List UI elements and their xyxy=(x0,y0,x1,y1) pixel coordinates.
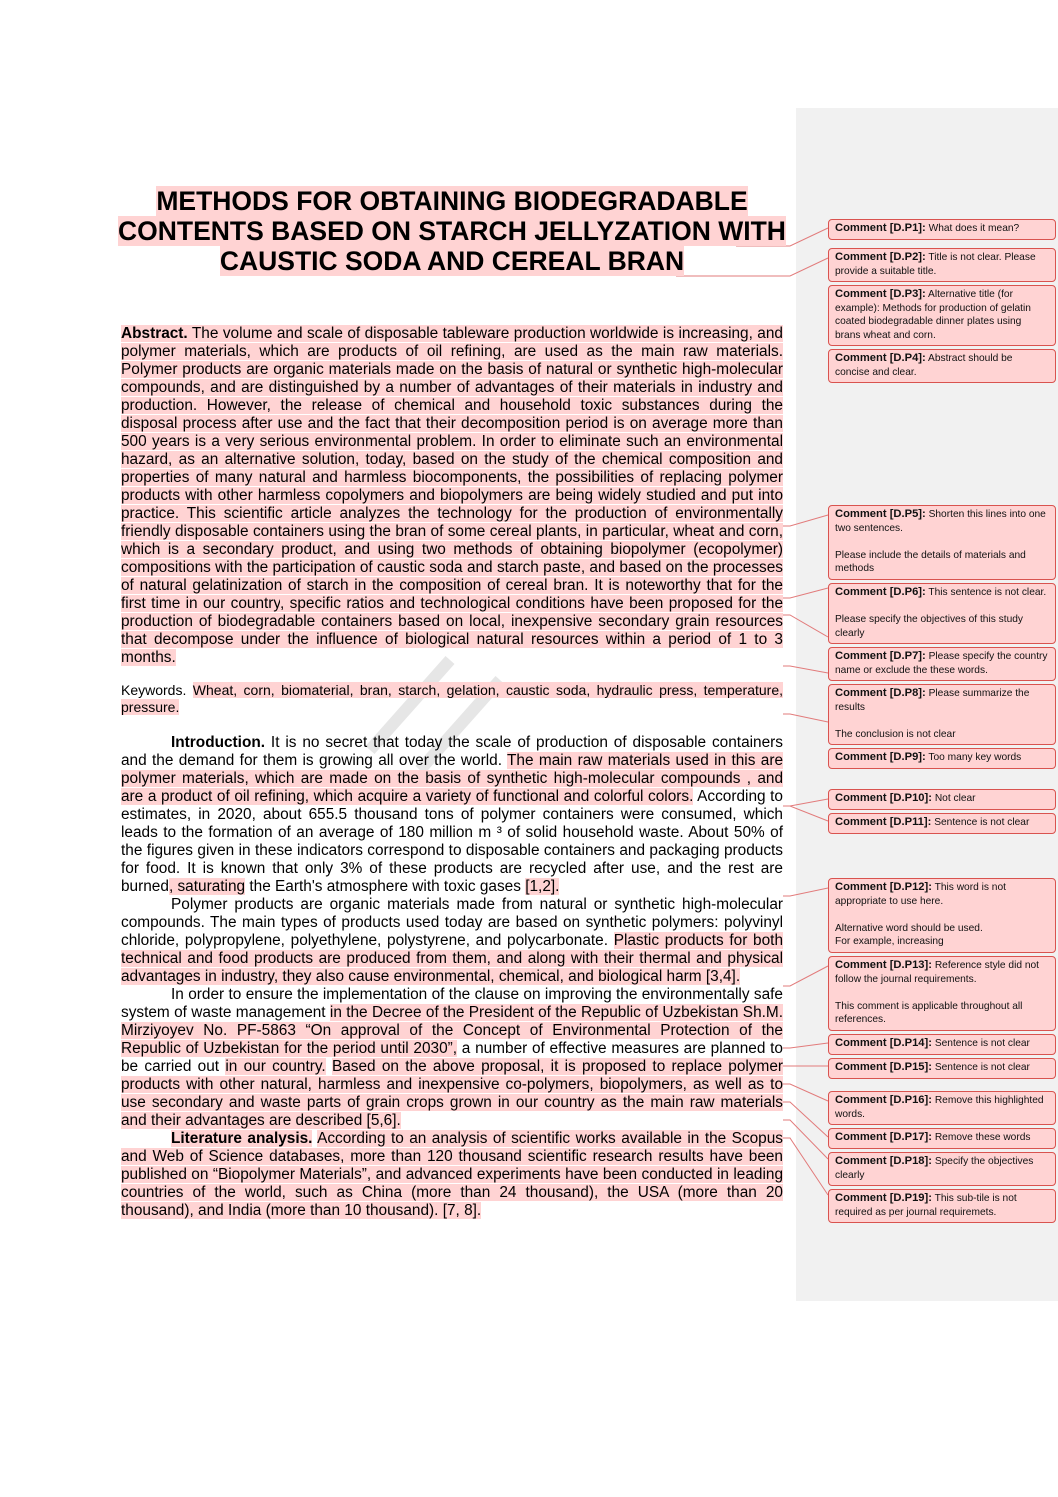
comment-label: Comment [D.P12]: xyxy=(835,881,932,893)
comment-text: Alternative title (for example): Methods for production of gelatin coated biodegradable dinner plates using brans wheat and corn. xyxy=(835,289,1031,341)
text-segment: the Earth's atmosphere with toxic gases xyxy=(245,878,526,895)
comment-balloon[interactable] xyxy=(828,1034,1056,1055)
comment-label: Comment [D.P16]: xyxy=(835,1094,932,1106)
comment-text: Too many key words xyxy=(928,752,1022,763)
comment-balloon[interactable] xyxy=(828,748,1056,769)
highlighted-text[interactable]: , specific ratios and technological conditions have been proposed for the production of biodegradable containers based on local, inexpensive secondary grain resources that decompose under the influence of biological natural resources within a period of 1 to 3 months. xyxy=(121,595,783,666)
title-line: CAUSTIC SODA AND CEREAL BRAN xyxy=(219,246,685,276)
comment-balloon[interactable] xyxy=(828,647,1056,681)
comment-balloon[interactable] xyxy=(828,789,1056,810)
comment-label: Comment [D.P2]: xyxy=(835,251,926,263)
comment-text: This word is not appropriate to use here. Alternative word should be used. For example, increasing xyxy=(835,882,1006,948)
comment-balloon[interactable] xyxy=(828,1189,1056,1223)
title-line: METHODS FOR OBTAINING BIODEGRADABLE xyxy=(156,186,748,216)
highlighted-text[interactable]: Based on the above proposal, it is proposed to replace polymer products with other natural, harmless and inexpensive co-polymers, biopolymers, as well as to use secondary and waste parts of grain crops grown in our country as the main raw materials and their advantages are described [5,6]. xyxy=(121,1058,784,1129)
comment-balloon[interactable] xyxy=(828,1128,1056,1149)
comment-balloon[interactable] xyxy=(828,583,1056,644)
comment-balloon[interactable] xyxy=(828,505,1056,580)
comment-balloon[interactable] xyxy=(828,1091,1056,1125)
comment-balloon[interactable] xyxy=(828,956,1056,1031)
comment-balloon[interactable] xyxy=(828,1152,1056,1186)
comment-balloon[interactable] xyxy=(828,813,1056,834)
comment-label: Comment [D.P6]: xyxy=(835,586,926,598)
comment-text: This sub-tile is not required as per journal requiremets. xyxy=(835,1193,1017,1218)
keywords xyxy=(121,682,783,716)
highlighted-text[interactable]: The volume and scale of disposable tableware production worldwide is increasing, and polymer materials, which are products of oil refining, are used as the main raw materials. Polymer products are organic materials made on the basis of natural or synthetic high-molecular compounds, and are distinguished by a number of advantages of their materials in industry and production. However, the release of chemical and household toxic substances during the disposal process after use and the fact that their decomposition period is on average more than 500 years is a very serious environmental problem. In order to eliminate such an environmental hazard, as an alternative solution, today, based on the study of the chemical composition and properties of many natural and harmless biocomponents, the possibilities of replacing polymer products with other harmless copolymers and biopolymers are being widely studied and put into practice. xyxy=(121,325,783,522)
comment-text: Sentence is not clear xyxy=(934,1062,1030,1073)
document-body xyxy=(121,325,783,1220)
highlighted-text[interactable]: in our country xyxy=(185,595,280,612)
text-segment: Polymer products are organic materials made from natural or synthetic high-molecular compounds. The main types of products used today are based on synthetic polymers: polyvinyl chloride, polypropylene, polyethylene, polystyrene, and polycarbonate. xyxy=(121,896,783,949)
text-segment: It is no secret that today the scale of production of disposable containers and the demand for them is growing all over the world. xyxy=(121,734,783,769)
main-text xyxy=(121,734,783,1220)
comment-balloon[interactable] xyxy=(828,219,1056,240)
highlighted-text[interactable]: This scientific article analyzes the technology for the production of environmentally friendly disposable containers using the bran of some cereal plants, in particular, wheat and corn, which is a secondary product, and using two methods of obtaining biopolymer (ecopolymer) compositions with the participation of caustic soda and starch paste, and based on the processes of natural gelatinization of starch in the composition of cereal bran. xyxy=(121,505,783,594)
title-line: CONTENTS BASED ON STARCH JELLYZATION WITH xyxy=(118,216,786,246)
highlighted-text[interactable]: Literature analysis. xyxy=(171,1130,313,1147)
text-segment: According to estimates, in 2020, about 655.5 thousand tons of polymer containers were consumed, which leads to the formation of an average of 180 million m ³ of solid household waste. About 50% of the figures given in these indicators correspond to disposable containers and packaging products for food. It is known that only 3% of these products are recycled after use, and the rest are burned xyxy=(121,788,783,895)
comment-balloon[interactable] xyxy=(828,285,1056,346)
literature-paragraph xyxy=(121,1130,783,1220)
comment-label: Comment [D.P18]: xyxy=(835,1155,932,1167)
comment-label: Comment [D.P5]: xyxy=(835,508,926,520)
comment-text: Please summarize the results The conclusion is not clear xyxy=(835,688,1030,740)
highlighted-text[interactable]: According to an analysis of scientific works available in the Scopus and Web of Science databases, more than 120 thousand scientific research results have been published on “Biopolymer Materials”, and advanced experiments have been conducted in leading countries of the world, such as China (more than 24 thousand), the USA (more than 20 thousand), and India (more than 10 thousand). [7, 8]. xyxy=(121,1130,783,1219)
comment-text: Abstract should be concise and clear. xyxy=(835,353,1013,378)
comment-label: Comment [D.P14]: xyxy=(835,1037,932,1049)
comment-label: Comment [D.P10]: xyxy=(835,792,932,804)
comment-label: Comment [D.P8]: xyxy=(835,687,926,699)
comment-text: Sentence is not clear xyxy=(934,817,1030,828)
highlighted-text[interactable]: The main raw materials used in this are polymer materials, which are made on the basis of synthetic high-molecular compounds , and are a product of oil refining, which acquire a variety of functional and colorful colors. xyxy=(121,752,784,805)
comment-balloon[interactable] xyxy=(828,1058,1056,1079)
comment-label: Comment [D.P7]: xyxy=(835,650,926,662)
comment-label: Comment [D.P1]: xyxy=(835,222,926,234)
document-title xyxy=(110,186,794,276)
polymer-paragraph xyxy=(121,896,783,986)
comment-balloon[interactable] xyxy=(828,349,1056,383)
comment-text: Shorten this lines into one two sentences. Please include the details of materials and methods xyxy=(835,509,1046,575)
highlighted-text[interactable]: in our country. xyxy=(225,1058,326,1075)
comment-text: Sentence is not clear xyxy=(934,1038,1030,1049)
comment-label: Comment [D.P11]: xyxy=(835,816,932,828)
highlighted-text[interactable]: It is noteworthy that for the first time xyxy=(121,577,783,612)
comment-text: Please specify the country name or exclude the these words. xyxy=(835,651,1048,676)
comment-label: Comment [D.P19]: xyxy=(835,1192,932,1204)
text-segment: a number of effective measures are planned to be carried out xyxy=(121,1040,783,1075)
comment-balloon[interactable] xyxy=(828,878,1056,953)
highlighted-text[interactable]: [1,2]. xyxy=(525,878,560,895)
comment-text: Remove these words xyxy=(934,1132,1031,1143)
abstract xyxy=(121,325,783,667)
comment-text: What does it mean? xyxy=(928,223,1020,234)
comment-text: Reference style did not follow the journal requirements. This comment is applicable throughout all references. xyxy=(835,960,1040,1026)
text-segment: Introduction. xyxy=(171,734,266,751)
text-segment: In order to ensure the implementation of the clause on improving the environmentally safe system of waste management xyxy=(121,986,783,1021)
highlighted-text[interactable]: Abstract. xyxy=(121,325,188,342)
comment-text: Specify the objectives clearly xyxy=(835,1156,1034,1181)
comment-label: Comment [D.P4]: xyxy=(835,352,926,364)
highlighted-text[interactable]: in the Decree of the President of the Republic of Uzbekistan Sh.M. Mirziyoyev No. PF-5863 “On approval of the Concept of Environmental Protection of the Republic of Uzbekistan for the period until 2030”, xyxy=(121,1004,783,1057)
comment-balloon[interactable] xyxy=(828,248,1056,282)
decree-paragraph xyxy=(121,986,783,1130)
comment-text: Remove this highlighted words. xyxy=(835,1095,1044,1120)
comment-text: This sentence is not clear. Please specify the objectives of this study clearly xyxy=(835,587,1047,639)
comment-balloon[interactable] xyxy=(828,684,1056,745)
comment-text: Title is not clear. Please provide a suitable title. xyxy=(835,252,1036,277)
highlighted-text[interactable]: Plastic products for both technical and food products are produced from them, and along with their thermal and physical advantages in industry, they also cause environmental, chemical, and biological harm [3,4]. xyxy=(121,932,783,985)
comment-label: Comment [D.P17]: xyxy=(835,1131,932,1143)
comment-label: Comment [D.P9]: xyxy=(835,751,926,763)
comment-label: Comment [D.P3]: xyxy=(835,288,926,300)
comment-label: Comment [D.P15]: xyxy=(835,1061,932,1073)
text-segment: Keywords. xyxy=(121,682,193,698)
comment-text: Not clear xyxy=(934,793,976,804)
introduction-paragraph xyxy=(121,734,783,896)
highlighted-text[interactable]: Wheat, corn, biomaterial, bran, starch, gelation, caustic soda, hydraulic press, temperature, pressure. xyxy=(121,682,784,715)
highlighted-text[interactable]: , saturating xyxy=(168,878,246,895)
comment-label: Comment [D.P13]: xyxy=(835,959,932,971)
